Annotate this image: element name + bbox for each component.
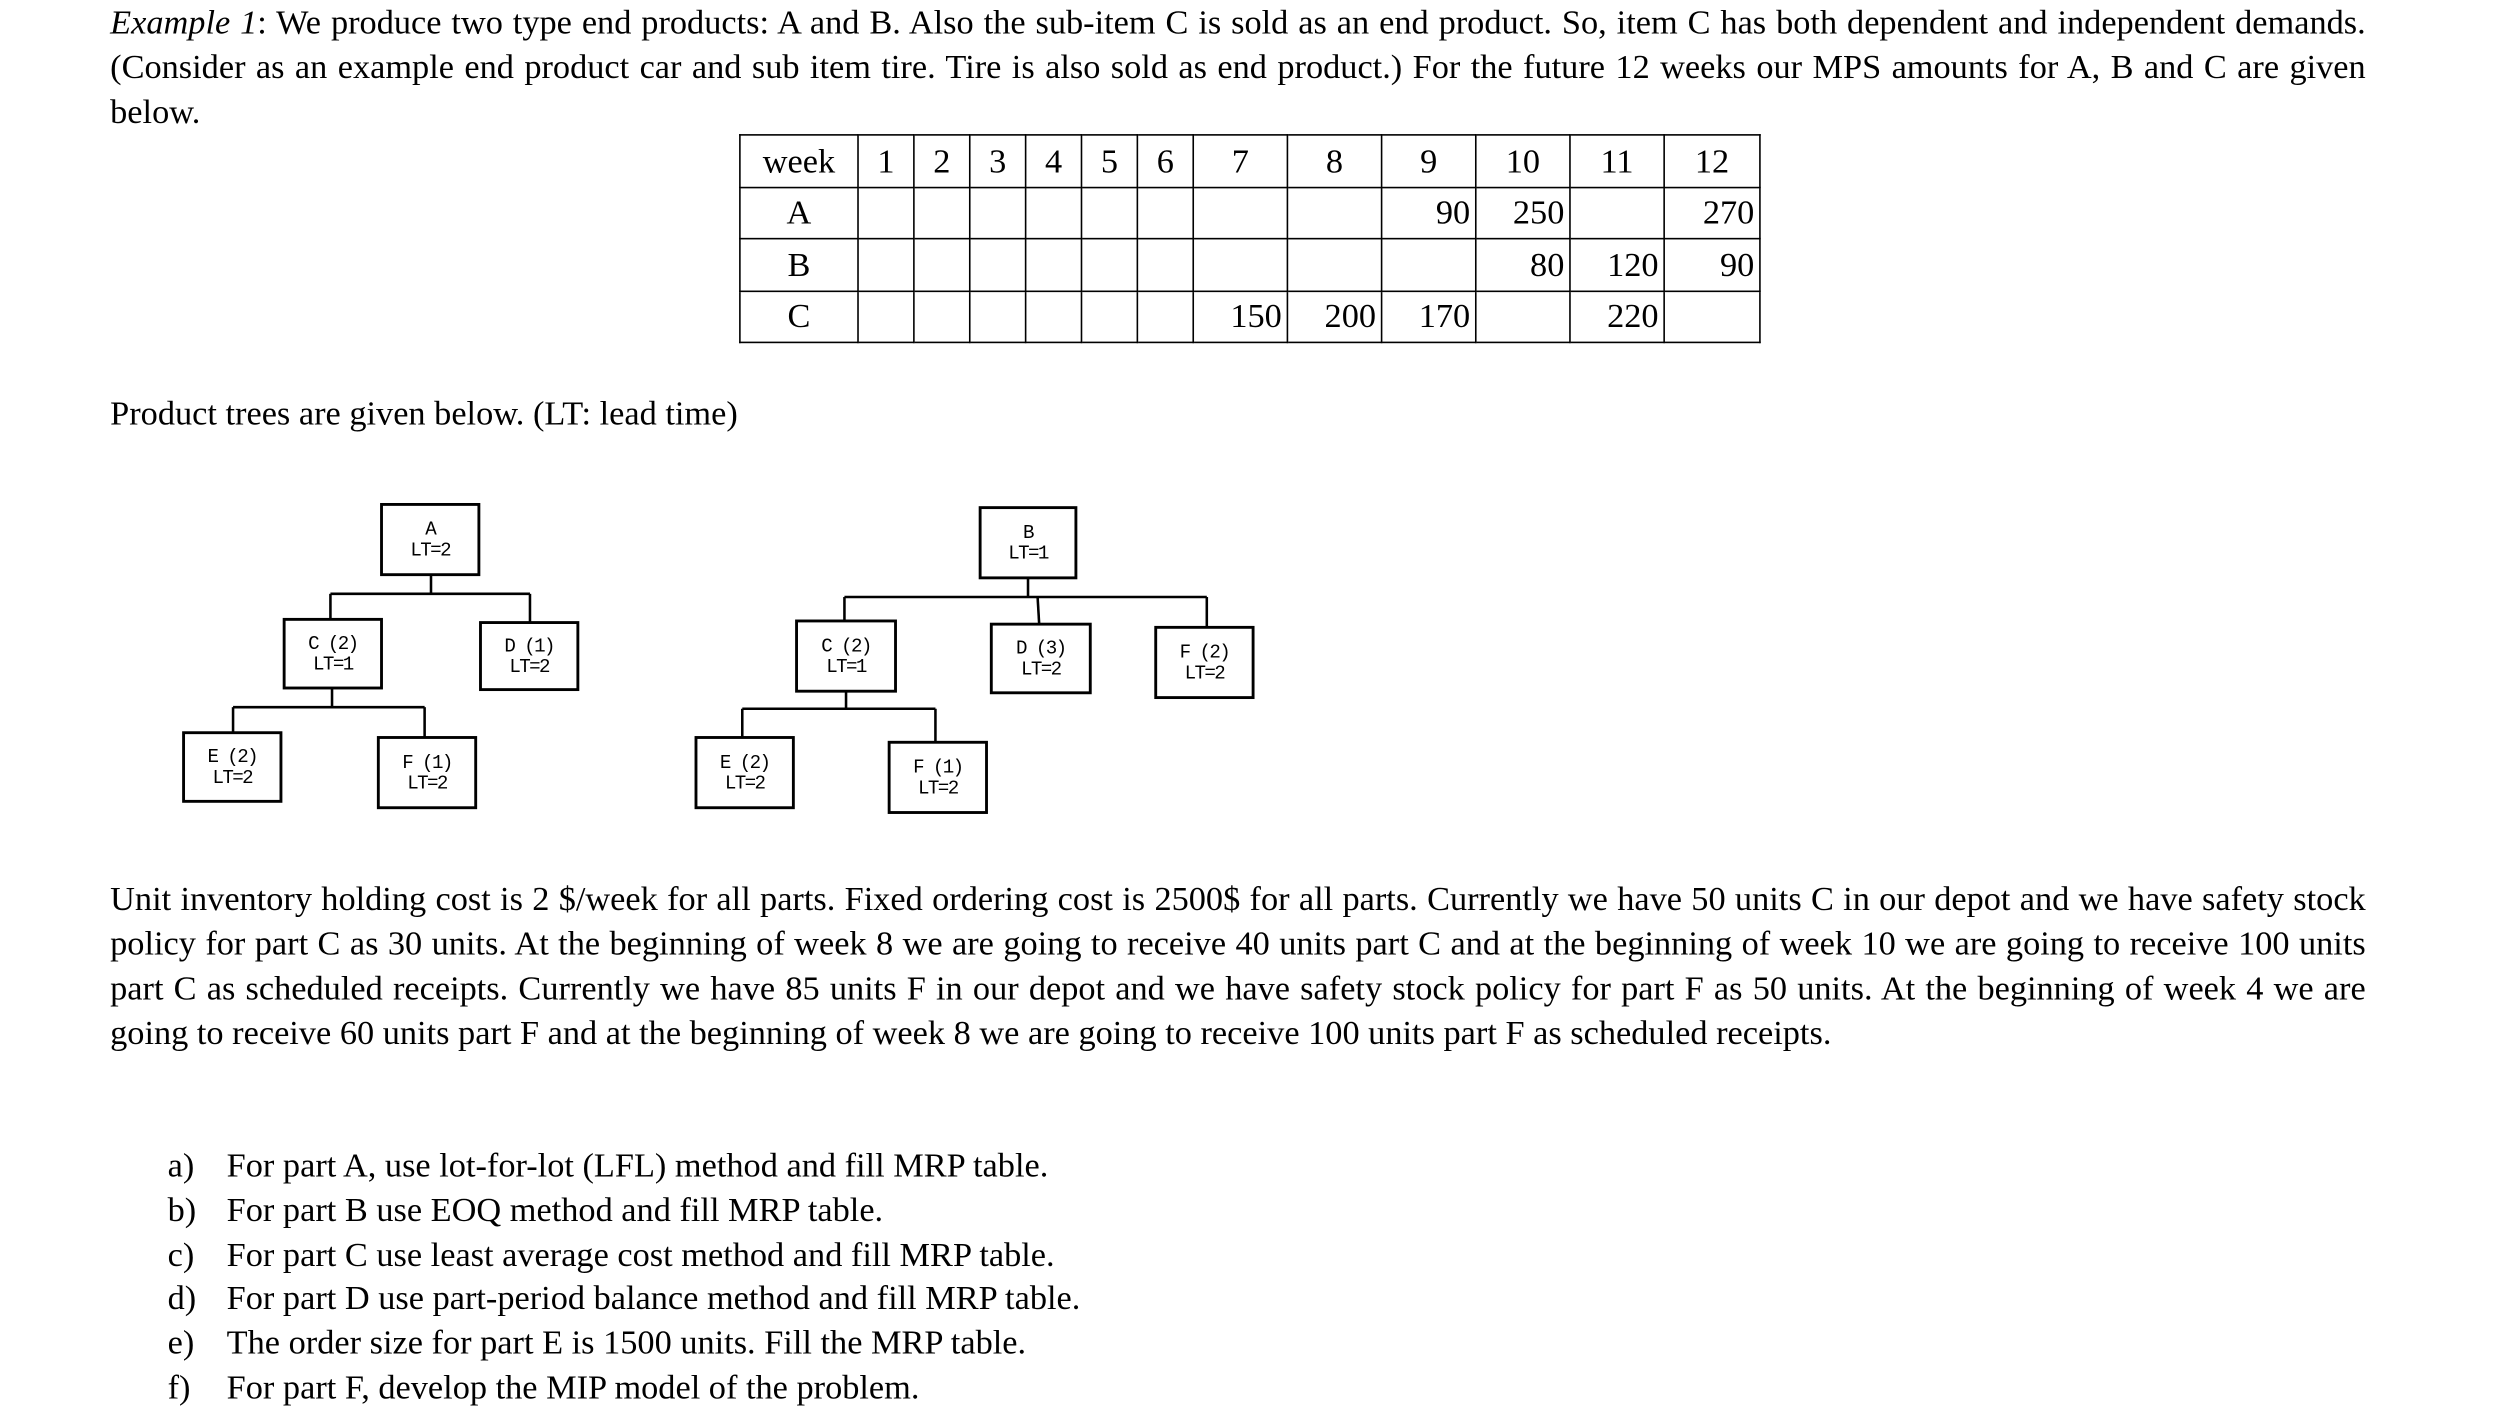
intro-text: : We produce two type end products: A and B. Also the sub-item C is sold as an end product. So, item C has both dependent and independent demands. (Consider as an example end product car and sub item tire. Tire is also sold as end product.) For the future 12 weeks our MPS amounts for A, B and C are given below. bbox=[110, 3, 2366, 131]
node-label: F (2) bbox=[1179, 641, 1230, 664]
question-list bbox=[168, 1143, 1081, 1409]
question-item bbox=[168, 1143, 1081, 1187]
table-cell: 5 bbox=[1081, 135, 1137, 187]
tree-node-tree-b-root bbox=[980, 508, 1076, 578]
tree-node-tree-a-f bbox=[378, 737, 475, 807]
table-cell: 7 bbox=[1193, 135, 1287, 187]
table-cell: 1 bbox=[858, 135, 914, 187]
tree-nodes bbox=[184, 504, 1254, 812]
question-label: e) bbox=[167, 1323, 195, 1362]
question-item bbox=[168, 1320, 1081, 1364]
tree-node-tree-a-root bbox=[382, 504, 479, 574]
table-cell: 11 bbox=[1570, 135, 1664, 187]
table-cell: 8 bbox=[1287, 135, 1381, 187]
row-label-cell: B bbox=[740, 239, 858, 291]
table-cell: 90 bbox=[1664, 239, 1760, 291]
table-cell: 270 bbox=[1664, 187, 1760, 239]
question-item bbox=[168, 1276, 1081, 1320]
example-label: Example 1 bbox=[110, 3, 258, 42]
row-label-cell: week bbox=[740, 135, 858, 187]
tree-node-tree-b-e bbox=[696, 737, 793, 807]
node-lead-time: LT=2 bbox=[407, 772, 447, 795]
node-lead-time: LT=1 bbox=[313, 653, 353, 676]
table-cell: 6 bbox=[1137, 135, 1193, 187]
row-label-cell: C bbox=[740, 291, 858, 343]
question-text: For part F, develop the MIP model of the problem. bbox=[226, 1368, 920, 1407]
question-text: For part B use EOQ method and fill MRP table. bbox=[226, 1190, 884, 1229]
table-cell: 250 bbox=[1476, 187, 1570, 239]
node-label: C (2) bbox=[821, 635, 871, 658]
node-lead-time: LT=1 bbox=[1008, 542, 1048, 565]
question-text: For part A, use lot-for-lot (LFL) method and fill MRP table. bbox=[226, 1146, 1049, 1185]
node-lead-time: LT=2 bbox=[410, 539, 450, 562]
tree-node-tree-b-d bbox=[991, 624, 1090, 693]
tree-node-tree-a-d bbox=[480, 623, 577, 690]
node-label: F (1) bbox=[913, 756, 963, 779]
question-item bbox=[168, 1232, 1081, 1276]
question-text: For part D use part-period balance method and fill MRP table. bbox=[226, 1279, 1081, 1318]
question-item bbox=[168, 1365, 1081, 1409]
table-cell: 220 bbox=[1570, 291, 1664, 343]
node-label: D (3) bbox=[1016, 637, 1066, 660]
table-cell: 120 bbox=[1570, 239, 1664, 291]
table-cell: 200 bbox=[1287, 291, 1381, 343]
node-lead-time: LT=2 bbox=[918, 777, 958, 800]
question-item bbox=[168, 1187, 1081, 1231]
question-label: a) bbox=[167, 1146, 195, 1185]
node-lead-time: LT=2 bbox=[724, 772, 765, 795]
table-cell: 3 bbox=[970, 135, 1026, 187]
node-label: E (2) bbox=[207, 746, 257, 769]
tree-node-tree-a-c bbox=[284, 619, 381, 688]
tree-node-tree-b-f bbox=[889, 742, 986, 812]
tree-node-tree-b-f2 bbox=[1156, 627, 1253, 697]
trees-caption: Product trees are given below. (LT: lead time) bbox=[110, 394, 738, 433]
problem-paragraph: Unit inventory holding cost is 2 $/week for all parts. Fixed ordering cost is 2500$ for all parts. Currently we have 50 units C in our depot and we have safety stock policy for part C as 30 units. At the beginning of week 8 we are going to receive 40 units part C and at the beginning of week 10 we are going to receive 100 units part C as scheduled receipts. Currently we have 85 units F in our depot and we have safety stock policy for part F as 50 units. At the beginning of week 4 we are going to receive 60 units part F and at the beginning of week 8 we are going to receive 100 units part F as scheduled receipts. bbox=[110, 879, 2366, 1052]
question-label: b) bbox=[167, 1190, 197, 1229]
node-lead-time: LT=2 bbox=[509, 656, 549, 679]
node-lead-time: LT=2 bbox=[212, 766, 253, 789]
node-label: F (1) bbox=[402, 751, 452, 774]
node-label: B bbox=[1023, 521, 1033, 544]
tree-node-tree-b-c bbox=[797, 621, 896, 691]
table-cell: 150 bbox=[1193, 291, 1287, 343]
table-cell: 10 bbox=[1476, 135, 1570, 187]
question-text: The order size for part E is 1500 units. Fill the MRP table. bbox=[226, 1323, 1027, 1362]
table-cell: 9 bbox=[1382, 135, 1476, 187]
table-cell: 170 bbox=[1382, 291, 1476, 343]
table-cell: 4 bbox=[1026, 135, 1082, 187]
table-cell: 12 bbox=[1664, 135, 1760, 187]
question-text: For part C use least average cost method and fill MRP table. bbox=[226, 1234, 1055, 1274]
question-label: d) bbox=[167, 1279, 197, 1318]
node-label: D (1) bbox=[504, 635, 554, 658]
tree-node-tree-a-e bbox=[184, 733, 281, 802]
table-cell: 90 bbox=[1382, 187, 1476, 239]
node-lead-time: LT=2 bbox=[1021, 658, 1061, 681]
node-label: E (2) bbox=[719, 751, 770, 774]
question-label: f) bbox=[167, 1368, 191, 1407]
question-label: c) bbox=[167, 1234, 195, 1274]
table-cell: 2 bbox=[914, 135, 970, 187]
node-label: A bbox=[425, 518, 436, 541]
node-lead-time: LT=1 bbox=[826, 656, 866, 679]
row-label-cell: A bbox=[740, 187, 858, 239]
table-cell: 80 bbox=[1476, 239, 1570, 291]
node-label: C (2) bbox=[308, 632, 358, 655]
node-lead-time: LT=2 bbox=[1184, 662, 1225, 685]
